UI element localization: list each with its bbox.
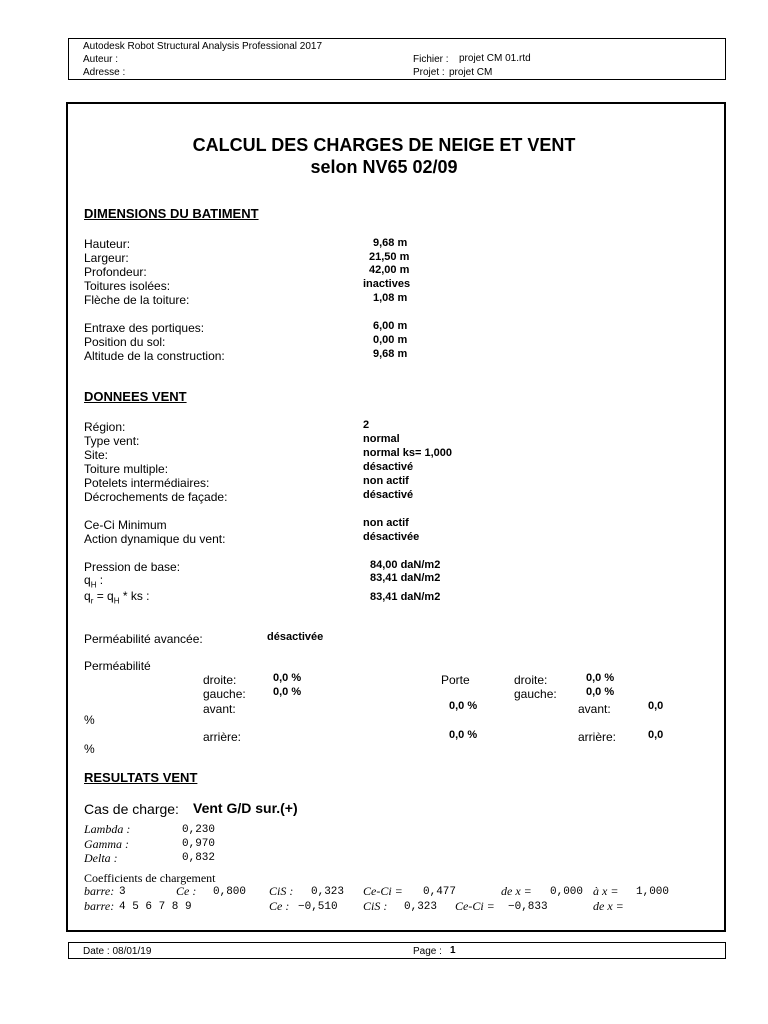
porte-arriere-value: 0,0 xyxy=(648,729,664,741)
page-title: CALCUL DES CHARGES DE NEIGE ET VENT xyxy=(192,135,576,155)
footer-page-label: Page : xyxy=(413,946,442,957)
vent-value: normal ks= 1,000 xyxy=(363,447,452,459)
dim-label: Toitures isolées: xyxy=(84,279,171,293)
document-header xyxy=(68,38,726,80)
gamma-label: Gamma : xyxy=(84,837,129,851)
porte-avant-value: 0,0 xyxy=(648,700,664,712)
vent-label: Décrochements de façade: xyxy=(84,490,228,504)
cis-label: CiS : xyxy=(363,899,388,913)
page-subtitle: selon NV65 02/09 xyxy=(310,157,458,177)
lambda-label: Lambda : xyxy=(84,822,131,836)
qh-value: 83,41 daN/m2 xyxy=(370,572,441,584)
fichier-value: projet CM 01.rtd xyxy=(459,53,531,64)
software-name: Autodesk Robot Structural Analysis Professional 2017 xyxy=(83,41,323,52)
dim-label: Flèche de la toiture: xyxy=(84,293,190,307)
vent-value: désactivé xyxy=(363,489,414,501)
perm-droite-label: droite: xyxy=(203,673,237,687)
vent-value: non actif xyxy=(363,475,409,487)
barre-value: 3 xyxy=(119,886,126,898)
vent-label: Ce-Ci Minimum xyxy=(84,518,167,532)
dim-value: 42,00 m xyxy=(369,264,410,276)
porte-gauche-label: gauche: xyxy=(514,687,557,701)
percent-sign: % xyxy=(84,713,95,727)
fichier-label: Fichier : xyxy=(413,54,449,65)
dim-value: 21,50 m xyxy=(369,251,410,263)
ceci-value: −0,833 xyxy=(508,901,548,913)
perm-avant-value: 0,0 % xyxy=(449,700,478,712)
ce-label: Ce : xyxy=(269,899,290,913)
coefficients-label: Coefficients de chargement xyxy=(84,871,216,885)
percent-sign: % xyxy=(84,742,95,756)
cas-value: Vent G/D sur.(+) xyxy=(193,800,298,816)
dim-value: 1,08 m xyxy=(373,292,408,304)
vent-value: désactivée xyxy=(363,531,420,543)
ax-label: à x = xyxy=(593,884,619,898)
porte-gauche-value: 0,0 % xyxy=(586,686,615,698)
perm-droite-value: 0,0 % xyxy=(273,672,302,684)
dim-value: 6,00 m xyxy=(373,320,408,332)
pression-label: Pression de base: xyxy=(84,560,181,574)
dim-value: 9,68 m xyxy=(373,348,408,360)
auteur-label: Auteur : xyxy=(83,54,119,65)
vent-value: non actif xyxy=(363,517,409,529)
vent-value: 2 xyxy=(363,419,370,431)
barre-label: barre: xyxy=(84,899,115,913)
ce-value: −0,510 xyxy=(298,901,338,913)
perm-gauche-value: 0,0 % xyxy=(273,686,302,698)
perm-arriere-value: 0,0 % xyxy=(449,729,478,741)
adresse-label: Adresse : xyxy=(83,67,126,78)
resultats-heading: RESULTATS VENT xyxy=(84,770,198,785)
lambda-value: 0,230 xyxy=(182,824,216,836)
vent-label: Potelets intermédiaires: xyxy=(84,476,210,490)
delta-label: Delta : xyxy=(84,851,118,865)
dim-label: Profondeur: xyxy=(84,265,147,279)
cis-value: 0,323 xyxy=(311,886,345,898)
dim-label: Position du sol: xyxy=(84,335,166,349)
qr-value: 83,41 daN/m2 xyxy=(370,591,441,603)
vent-heading: DONNEES VENT xyxy=(84,389,187,404)
delta-value: 0,832 xyxy=(182,852,216,864)
cis-label: CiS : xyxy=(269,884,294,898)
barre-value: 4 5 6 7 8 9 xyxy=(119,901,192,913)
document-footer xyxy=(68,942,726,959)
vent-value: normal xyxy=(363,433,400,445)
dim-value: 9,68 m xyxy=(373,237,408,249)
ax-value: 1,000 xyxy=(636,886,670,898)
porte-droite-label: droite: xyxy=(514,673,548,687)
vent-label: Site: xyxy=(84,448,109,462)
dim-label: Altitude de la construction: xyxy=(84,349,225,363)
gamma-value: 0,970 xyxy=(182,838,216,850)
dim-value: inactives xyxy=(363,278,411,290)
ceci-value: 0,477 xyxy=(423,886,457,898)
permeabilite-avancee-value: désactivée xyxy=(267,631,324,643)
dim-label: Hauteur: xyxy=(84,237,131,251)
vent-label: Région: xyxy=(84,420,126,434)
cas-label: Cas de charge: xyxy=(84,801,179,817)
dim-value: 0,00 m xyxy=(373,334,408,346)
porte-label: Porte xyxy=(441,673,470,687)
dex-value: 0,000 xyxy=(550,886,584,898)
permeabilite-avancee-label: Perméabilité avancée: xyxy=(84,632,203,646)
dex-label: de x = xyxy=(501,884,532,898)
perm-gauche-label: gauche: xyxy=(203,687,246,701)
dimensions-heading: DIMENSIONS DU BATIMENT xyxy=(84,206,259,221)
projet-label: Projet : xyxy=(413,67,445,78)
ce-label: Ce : xyxy=(176,884,197,898)
footer-date: Date : 08/01/19 xyxy=(83,946,152,957)
dim-label: Largeur: xyxy=(84,251,129,265)
permeabilite-label: Perméabilité xyxy=(84,659,151,673)
perm-avant-label: avant: xyxy=(203,702,236,716)
porte-avant-label: avant: xyxy=(578,702,611,716)
ceci-label: Ce-Ci = xyxy=(455,899,495,913)
qr-label: $q_r = q_H$ * ks : xyxy=(84,589,150,606)
footer-page-value: 1 xyxy=(450,945,456,956)
vent-label: Action dynamique du vent: xyxy=(84,532,226,546)
perm-arriere-label: arrière: xyxy=(203,730,242,744)
ce-value: 0,800 xyxy=(213,886,247,898)
projet-value: projet CM xyxy=(449,67,493,78)
vent-label: Type vent: xyxy=(84,434,140,448)
cis-value: 0,323 xyxy=(404,901,438,913)
vent-value: désactivé xyxy=(363,461,414,473)
ceci-label: Ce-Ci = xyxy=(363,884,403,898)
pression-value: 84,00 daN/m2 xyxy=(370,559,441,571)
porte-droite-value: 0,0 % xyxy=(586,672,615,684)
barre-label: barre: xyxy=(84,884,115,898)
dim-label: Entraxe des portiques: xyxy=(84,321,205,335)
qh-label: $q_H$ : xyxy=(84,573,104,590)
dex-label: de x = xyxy=(593,899,624,913)
porte-arriere-label: arrière: xyxy=(578,730,617,744)
vent-label: Toiture multiple: xyxy=(84,462,169,476)
